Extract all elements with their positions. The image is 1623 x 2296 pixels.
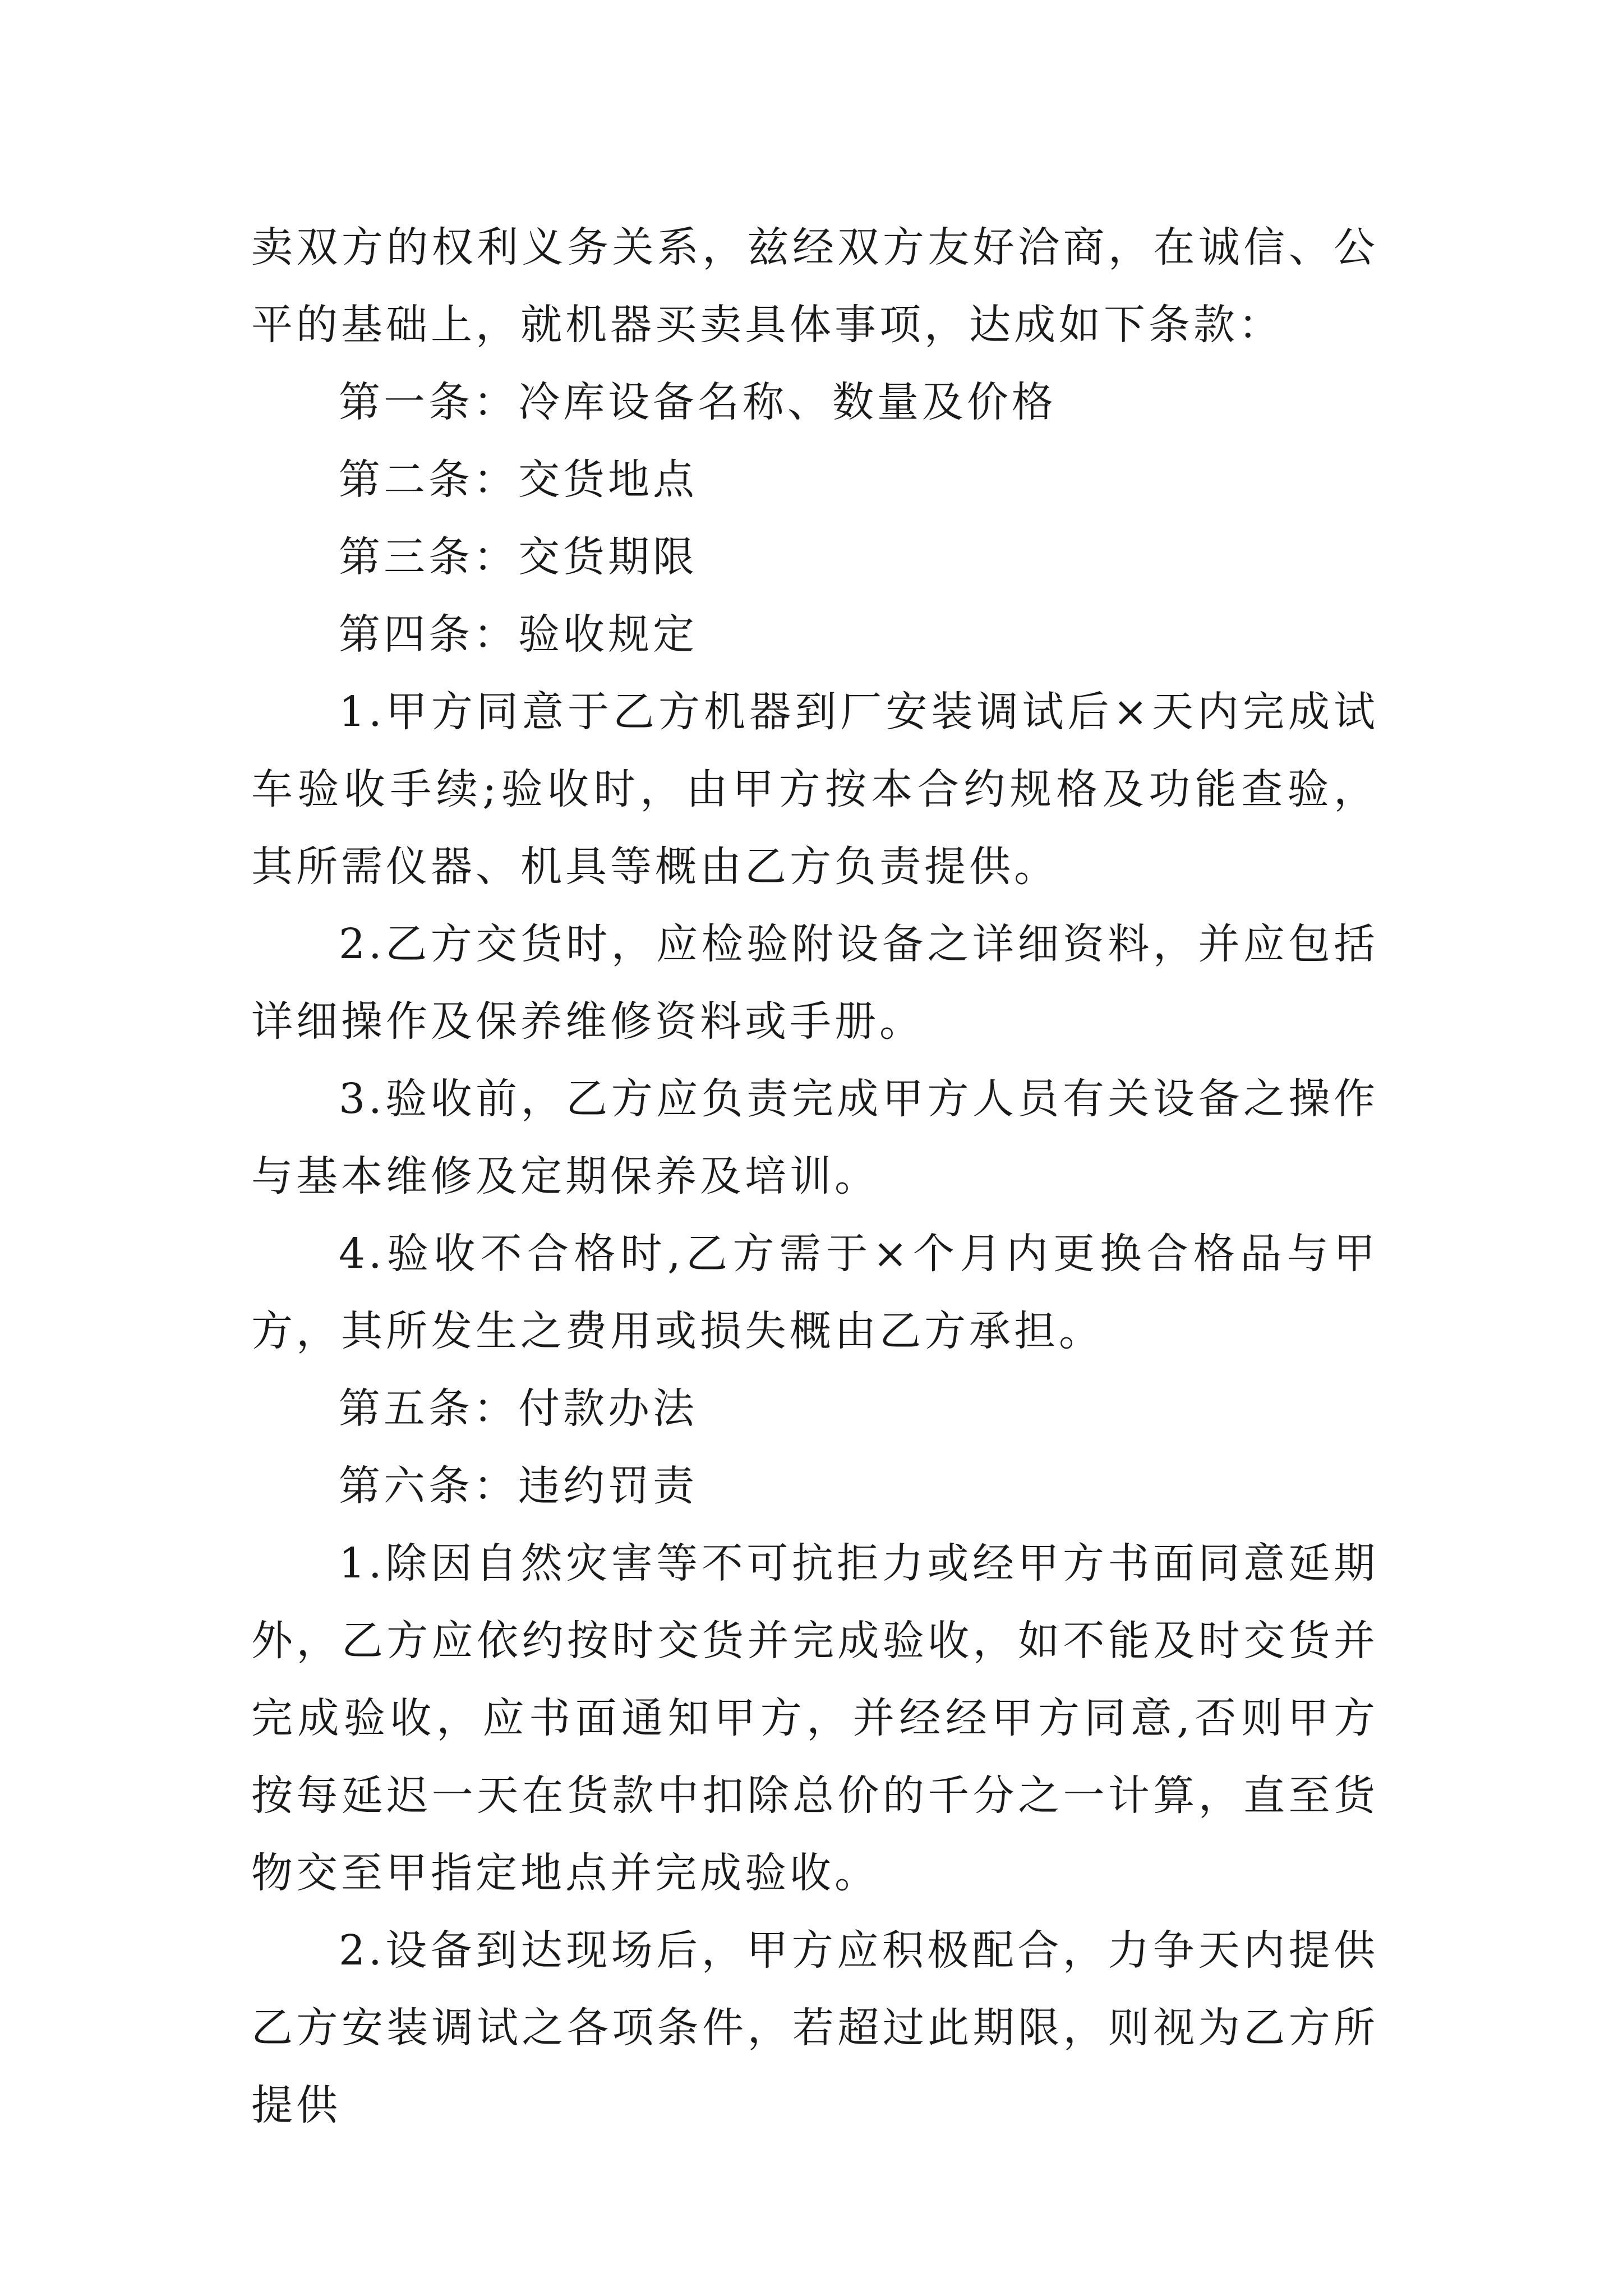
article-4-clause-1: 1.甲方同意于乙方机器到厂安装调试后×天内完成试车验收手续;验收时，由甲方按本合约规格及功能查验，其所需仪器、机具等概由乙方负责提供。 — [251, 688, 1378, 891]
article-6-heading: 第六条：违约罚责 — [339, 1462, 698, 1510]
contract-body — [251, 209, 1378, 2144]
article-4-heading: 第四条：验收规定 — [339, 610, 698, 659]
article-3-heading: 第三条：交货期限 — [339, 533, 698, 581]
article-6-clause-2: 2.设备到达现场后，甲方应积极配合，力争天内提供乙方安装调试之各项条件，若超过此期限，则视为乙方所提供 — [251, 1926, 1378, 2129]
article-2-heading: 第二条：交货地点 — [339, 455, 698, 504]
article-4-clause-4: 4.验收不合格时,乙方需于×个月内更换合格品与甲方，其所发生之费用或损失概由乙方承担。 — [251, 1230, 1378, 1355]
article-1-heading: 第一条：冷库设备名称、数量及价格 — [339, 378, 1057, 426]
paragraph-intro-continuation: 卖双方的权利义务关系，兹经双方友好洽商，在诚信、公平的基础上，就机器买卖具体事项，达成如下条款： — [251, 223, 1378, 349]
article-4-clause-3: 3.验收前，乙方应负责完成甲方人员有关设备之操作与基本维修及定期保养及培训。 — [251, 1075, 1378, 1200]
article-4-clause-2: 2.乙方交货时，应检验附设备之详细资料，并应包括详细操作及保养维修资料或手册。 — [251, 920, 1378, 1046]
article-5-heading: 第五条：付款办法 — [339, 1384, 698, 1433]
article-6-clause-1: 1.除因自然灾害等不可抗拒力或经甲方书面同意延期外，乙方应依约按时交货并完成验收，如不能及时交货并完成验收，应书面通知甲方，并经经甲方同意,否则甲方按每延迟一天在货款中扣除总价的千分之一计算，直至货物交至甲指定地点并完成验收。 — [251, 1539, 1378, 1897]
